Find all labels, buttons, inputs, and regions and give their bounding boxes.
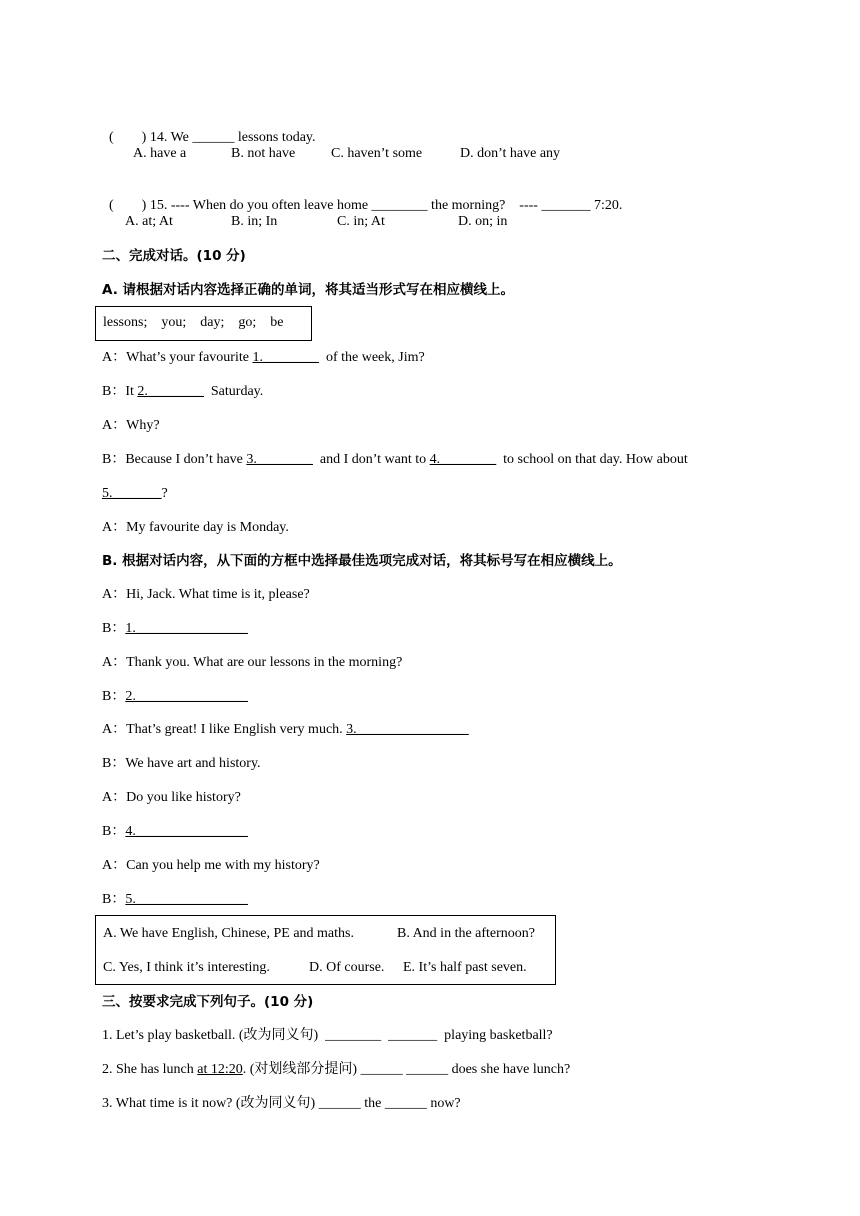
option-d: D. on; in bbox=[458, 214, 508, 229]
blank-3[interactable]: 3.________ bbox=[246, 452, 313, 467]
dialogue-b-line-2: B：1.________________ bbox=[102, 621, 248, 636]
answer-paren: ( ) bbox=[109, 198, 147, 213]
blank-5[interactable]: 5._______ bbox=[102, 486, 162, 501]
dialogue-a-line-5: 5._______? bbox=[102, 486, 168, 501]
blank-2[interactable]: 2.________________ bbox=[125, 689, 248, 704]
option-a: A. at; At bbox=[125, 214, 173, 229]
dialogue-a-line-3: A：Why? bbox=[102, 418, 160, 433]
underlined-phrase: at 12:20 bbox=[197, 1062, 243, 1077]
sentence-2: 2. She has lunch at 12:20. (对划线部分提问) ______ ______ does she have lunch? bbox=[102, 1062, 571, 1077]
blank-5[interactable]: 5.________________ bbox=[125, 892, 248, 907]
blank-4[interactable]: 4.________________ bbox=[125, 824, 248, 839]
answer-paren: ( ) bbox=[109, 130, 147, 145]
sentence-3: 3. What time is it now? (改为同义句) ______ the ______ now? bbox=[102, 1096, 461, 1111]
dialogue-b-line-8: B：4.________________ bbox=[102, 824, 248, 839]
dialogue-b-line-10: B：5.________________ bbox=[102, 892, 248, 907]
option-b: B. in; In bbox=[231, 214, 278, 229]
option-d: D. don’t have any bbox=[460, 146, 561, 161]
option-c: C. in; At bbox=[337, 214, 385, 229]
dialogue-b-line-4: B：2.________________ bbox=[102, 689, 248, 704]
question-14 bbox=[102, 111, 316, 147]
dialogue-b-line-9: A：Can you help me with my history? bbox=[102, 858, 320, 873]
choice-d: D. Of course. bbox=[309, 960, 385, 975]
sentence-1: 1. Let’s play basketball. (改为同义句) ________ _______ playing basketball? bbox=[102, 1028, 553, 1043]
choices-box bbox=[95, 915, 556, 985]
blank-4[interactable]: 4.________ bbox=[429, 452, 497, 467]
question-15 bbox=[102, 179, 622, 215]
choice-a: A. We have English, Chinese, PE and maths. bbox=[103, 926, 354, 941]
dialogue-b-line-1: A：Hi, Jack. What time is it, please? bbox=[102, 587, 310, 602]
section-2-heading: 二、完成对话。(10 分) bbox=[102, 248, 246, 264]
dialogue-b-line-6: B：We have art and history. bbox=[102, 756, 261, 771]
part-b-instruction: B. 根据对话内容，从下面的方框中选择最佳选项完成对话，将其标号写在相应横线上。 bbox=[102, 553, 622, 569]
dialogue-b-line-5: A：That’s great! I like English very much. 3.________________ bbox=[102, 722, 469, 737]
dialogue-a-line-6: A：My favourite day is Monday. bbox=[102, 520, 289, 535]
blank-2[interactable]: 2.________ bbox=[137, 384, 204, 399]
dialogue-b-line-7: A：Do you like history? bbox=[102, 790, 241, 805]
option-b: B. not have bbox=[231, 146, 296, 161]
question-stem: 14. We ______ lessons today. bbox=[149, 130, 316, 145]
blank-1[interactable]: 1.________________ bbox=[125, 621, 248, 636]
dialogue-a-line-1: A：What’s your favourite 1.________ of the week, Jim? bbox=[102, 350, 425, 365]
question-stem: 15. ---- When do you often leave home ________ the morning? ---- _______ 7:20. bbox=[149, 198, 623, 213]
word-box-text: lessons; you; day; go; be bbox=[103, 315, 284, 330]
word-box bbox=[95, 306, 312, 341]
dialogue-b-line-3: A：Thank you. What are our lessons in the morning? bbox=[102, 655, 403, 670]
option-c: C. haven’t some bbox=[331, 146, 423, 161]
blank-1[interactable]: 1.________ bbox=[252, 350, 319, 365]
dialogue-a-line-2: B：It 2.________ Saturday. bbox=[102, 384, 264, 399]
option-a: A. have a bbox=[133, 146, 187, 161]
blank-3[interactable]: 3.________________ bbox=[346, 722, 469, 737]
choice-b: B. And in the afternoon? bbox=[397, 926, 536, 941]
section-3-heading: 三、按要求完成下列句子。(10 分) bbox=[102, 994, 314, 1010]
choice-c: C. Yes, I think it’s interesting. bbox=[103, 960, 270, 975]
choice-e: E. It’s half past seven. bbox=[403, 960, 527, 975]
dialogue-a-line-4: B：Because I don’t have 3.________ and I don’t want to 4.________ to school on that day. How about bbox=[102, 452, 688, 467]
part-a-instruction: A. 请根据对话内容选择正确的单词，将其适当形式写在相应横线上。 bbox=[102, 282, 515, 298]
